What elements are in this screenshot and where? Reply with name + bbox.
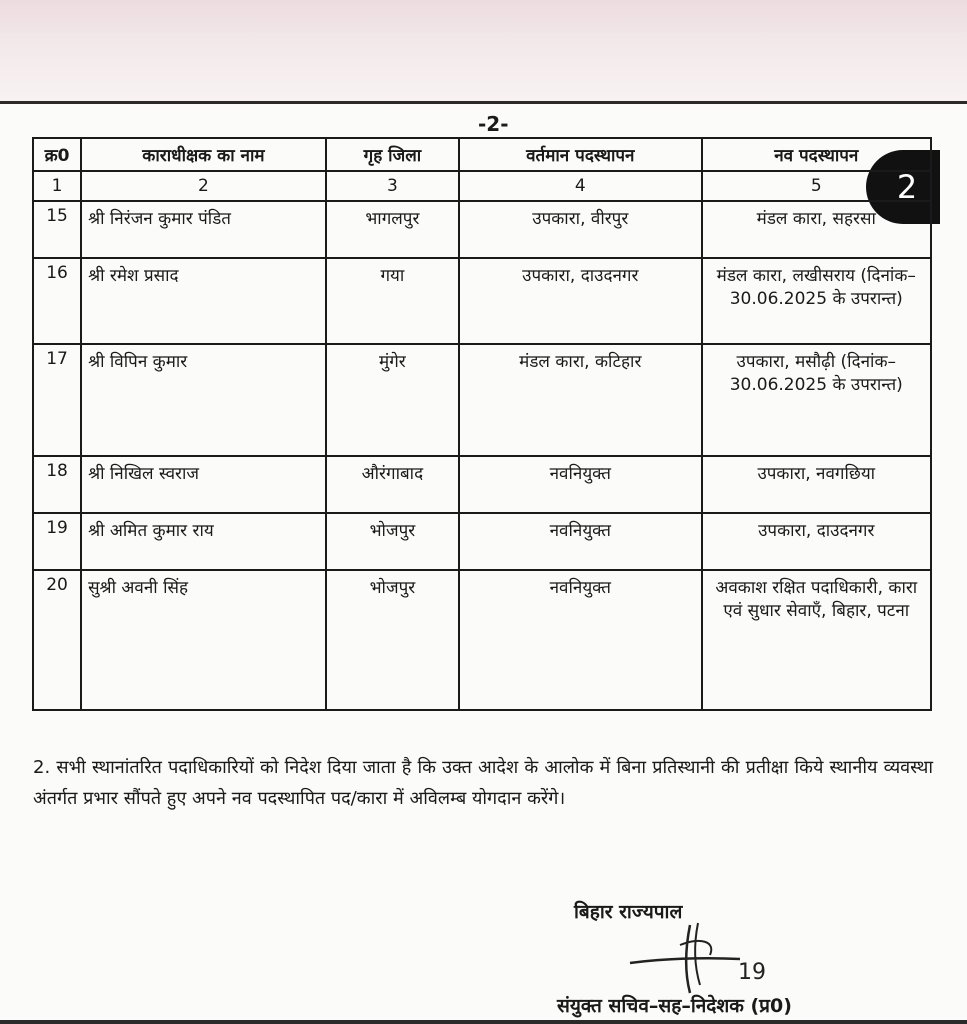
row-district: भागलपुर — [326, 201, 459, 258]
row-name: श्री अमित कुमार राय — [81, 513, 326, 570]
signatory-title: संयुक्त सचिव–सह–निदेशक (प्र0) — [557, 995, 792, 1017]
row-name: श्री विपिन कुमार — [81, 344, 326, 456]
scanned-header-strip — [0, 0, 967, 104]
colnum-5: 5 — [702, 171, 931, 201]
row-new-posting: मंडल कारा, सहरसा — [702, 201, 931, 258]
row-sn: 16 — [33, 258, 81, 344]
instruction-paragraph: 2. सभी स्थानांतरित पदाधिकारियों को निदेश दिया जाता है कि उक्त आदेश के आलोक में बिना प्रतिस्थानी की प्रतीक्षा किये स्थानीय व्यवस्था अंतर्गत प्रभार सौंपते हुए अपने नव पदस्थापित पद/कारा में अविलम्ब योगदान करेंगे। — [33, 757, 933, 809]
colnum-4: 4 — [459, 171, 702, 201]
row-current-posting: नवनियुक्त — [459, 456, 702, 513]
row-district: गया — [326, 258, 459, 344]
row-sn: 15 — [33, 201, 81, 258]
page-number: -2- — [478, 112, 509, 136]
column-number-row — [33, 171, 931, 201]
colnum-1: 1 — [33, 171, 81, 201]
handwritten-signature-icon — [620, 915, 800, 995]
governor-line: बिहार राज्यपाल — [574, 901, 683, 923]
table-row — [33, 570, 931, 710]
row-current-posting: मंडल कारा, कटिहार — [459, 344, 702, 456]
table-row — [33, 258, 931, 344]
posting-table — [32, 137, 932, 711]
header-name: काराधीक्षक का नाम — [81, 138, 326, 171]
bottom-edge — [0, 1020, 967, 1024]
row-new-posting: अवकाश रक्षित पदाधिकारी, कारा एवं सुधार सेवाएँ, बिहार, पटना — [702, 570, 931, 710]
row-district: औरंगाबाद — [326, 456, 459, 513]
row-new-posting: उपकारा, नवगछिया — [702, 456, 931, 513]
row-sn: 18 — [33, 456, 81, 513]
row-sn: 19 — [33, 513, 81, 570]
row-new-posting: उपकारा, मसौढ़ी (दिनांक–30.06.2025 के उपरान्त) — [702, 344, 931, 456]
row-name: श्री निरंजन कुमार पंडित — [81, 201, 326, 258]
row-new-posting: मंडल कारा, लखीसराय (दिनांक–30.06.2025 के उपरान्त) — [702, 258, 931, 344]
page-badge: 2 — [866, 150, 940, 224]
row-current-posting: उपकारा, दाउदनगर — [459, 258, 702, 344]
header-current-posting: वर्तमान पदस्थापन — [459, 138, 702, 171]
row-district: भोजपुर — [326, 570, 459, 710]
row-current-posting: नवनियुक्त — [459, 570, 702, 710]
row-district: भोजपुर — [326, 513, 459, 570]
colnum-3: 3 — [326, 171, 459, 201]
colnum-2: 2 — [81, 171, 326, 201]
table-header-row — [33, 138, 931, 171]
row-current-posting: नवनियुक्त — [459, 513, 702, 570]
table-row — [33, 344, 931, 456]
header-district: गृह जिला — [326, 138, 459, 171]
table-row — [33, 456, 931, 513]
row-name: सुश्री अवनी सिंह — [81, 570, 326, 710]
table-row — [33, 201, 931, 258]
signature-date: 19 — [738, 960, 766, 985]
table-row — [33, 513, 931, 570]
row-new-posting: उपकारा, दाउदनगर — [702, 513, 931, 570]
header-sn: क्र0 — [33, 138, 81, 171]
row-sn: 20 — [33, 570, 81, 710]
row-current-posting: उपकारा, वीरपुर — [459, 201, 702, 258]
header-new-posting: नव पदस्थापन — [702, 138, 931, 171]
row-sn: 17 — [33, 344, 81, 456]
row-district: मुंगेर — [326, 344, 459, 456]
row-name: श्री रमेश प्रसाद — [81, 258, 326, 344]
row-name: श्री निखिल स्वराज — [81, 456, 326, 513]
